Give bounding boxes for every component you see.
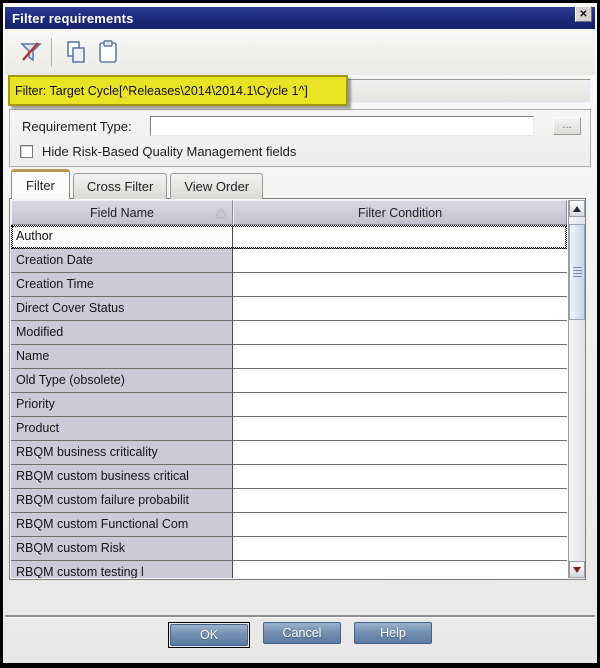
filter-highlight-annotation [8, 75, 348, 106]
dialog-title: Filter requirements [12, 10, 134, 26]
table-row[interactable] [11, 369, 567, 393]
scrollbar-thumb[interactable] [569, 224, 585, 320]
cancel-button[interactable]: Cancel [263, 622, 341, 644]
filter-condition-cell[interactable] [233, 321, 567, 345]
table-row[interactable] [11, 249, 567, 273]
help-button[interactable]: Help [354, 622, 432, 644]
table-row[interactable] [11, 417, 567, 441]
hide-rbqm-checkbox[interactable] [20, 145, 33, 158]
field-name-cell[interactable]: Creation Date [11, 249, 233, 273]
requirement-type-panel [9, 109, 591, 167]
table-row[interactable] [11, 489, 567, 513]
filter-condition-cell[interactable] [233, 297, 567, 321]
field-name-cell[interactable]: RBQM business criticality [11, 441, 233, 465]
filter-condition-cell[interactable] [233, 225, 567, 249]
requirement-type-label: Requirement Type: [22, 119, 132, 134]
field-name-cell[interactable]: Name [11, 345, 233, 369]
table-row[interactable] [11, 513, 567, 537]
paste-icon [96, 40, 120, 64]
field-name-cell[interactable]: Old Type (obsolete) [11, 369, 233, 393]
dialog-toolbar [5, 29, 595, 75]
tab-cross-filter[interactable]: Cross Filter [73, 173, 167, 199]
filter-condition-cell[interactable] [233, 273, 567, 297]
filter-condition-cell[interactable] [233, 537, 567, 561]
requirement-type-input[interactable] [150, 116, 534, 136]
footer-buttons [3, 622, 597, 648]
field-name-cell[interactable]: RBQM custom testing l [11, 561, 233, 578]
footer-separator [5, 615, 595, 617]
table-row[interactable] [11, 537, 567, 561]
filter-condition-cell[interactable] [233, 465, 567, 489]
table-row[interactable] [11, 321, 567, 345]
copy-filter-button[interactable] [60, 36, 92, 68]
field-name-cell[interactable]: RBQM custom business critical [11, 465, 233, 489]
paste-filter-button[interactable] [92, 36, 124, 68]
table-row[interactable] [11, 297, 567, 321]
filter-condition-cell[interactable] [233, 489, 567, 513]
scroll-up-button[interactable] [569, 200, 585, 217]
scroll-down-button[interactable] [569, 561, 585, 578]
copy-icon [64, 40, 88, 64]
filter-condition-cell[interactable] [233, 393, 567, 417]
clear-filter-button[interactable] [15, 36, 47, 68]
field-name-cell[interactable]: RBQM custom failure probabilit [11, 489, 233, 513]
scroll-up-icon [573, 206, 581, 212]
hide-rbqm-label: Hide Risk-Based Quality Management fields [42, 144, 297, 159]
table-header-row [11, 200, 567, 225]
field-name-cell[interactable]: Author [11, 225, 233, 249]
table-row[interactable] [11, 225, 567, 249]
close-icon: ✕ [579, 8, 588, 20]
filter-condition-cell[interactable] [233, 345, 567, 369]
filter-requirements-dialog [3, 3, 597, 663]
table-row[interactable] [11, 561, 567, 578]
field-name-cell[interactable]: RBQM custom Functional Com [11, 513, 233, 537]
scrollbar-grip-icon [573, 267, 582, 278]
table-row[interactable] [11, 273, 567, 297]
scroll-down-icon [573, 567, 581, 573]
table-row[interactable] [11, 393, 567, 417]
field-name-cell[interactable]: Product [11, 417, 233, 441]
field-name-column-header[interactable]: Field Name [11, 200, 233, 225]
filter-condition-cell[interactable] [233, 417, 567, 441]
ok-button-focus-ring [168, 622, 250, 648]
field-name-cell[interactable]: Creation Time [11, 273, 233, 297]
filter-condition-cell[interactable] [233, 441, 567, 465]
filter-condition-cell[interactable] [233, 513, 567, 537]
filter-condition-cell[interactable] [233, 561, 567, 578]
requirement-type-browse-button[interactable]: ... [553, 117, 581, 135]
clear-filter-icon [19, 40, 43, 64]
table-row[interactable] [11, 441, 567, 465]
field-name-cell[interactable]: Direct Cover Status [11, 297, 233, 321]
table-rows [11, 225, 567, 578]
ok-button[interactable]: OK [170, 624, 248, 646]
toolbar-separator [51, 38, 52, 66]
field-name-cell[interactable]: Modified [11, 321, 233, 345]
table-row[interactable] [11, 345, 567, 369]
title-bar[interactable] [5, 7, 595, 29]
filter-condition-cell[interactable] [233, 249, 567, 273]
close-button[interactable] [575, 6, 592, 22]
filter-expression-text: Filter: Target Cycle[^Releases\2014\2014.1\Cycle 1^] [15, 83, 308, 98]
filter-fields-table [9, 198, 586, 580]
sort-ascending-icon [216, 209, 226, 217]
table-row[interactable] [11, 465, 567, 489]
tab-filter[interactable]: Filter [11, 169, 70, 199]
tab-view-order[interactable]: View Order [170, 173, 263, 199]
field-name-cell[interactable]: Priority [11, 393, 233, 417]
vertical-scrollbar[interactable] [568, 200, 585, 578]
tab-strip [11, 169, 263, 199]
filter-condition-cell[interactable] [233, 369, 567, 393]
field-name-cell[interactable]: RBQM custom Risk [11, 537, 233, 561]
filter-condition-column-header[interactable]: Filter Condition [233, 200, 567, 225]
